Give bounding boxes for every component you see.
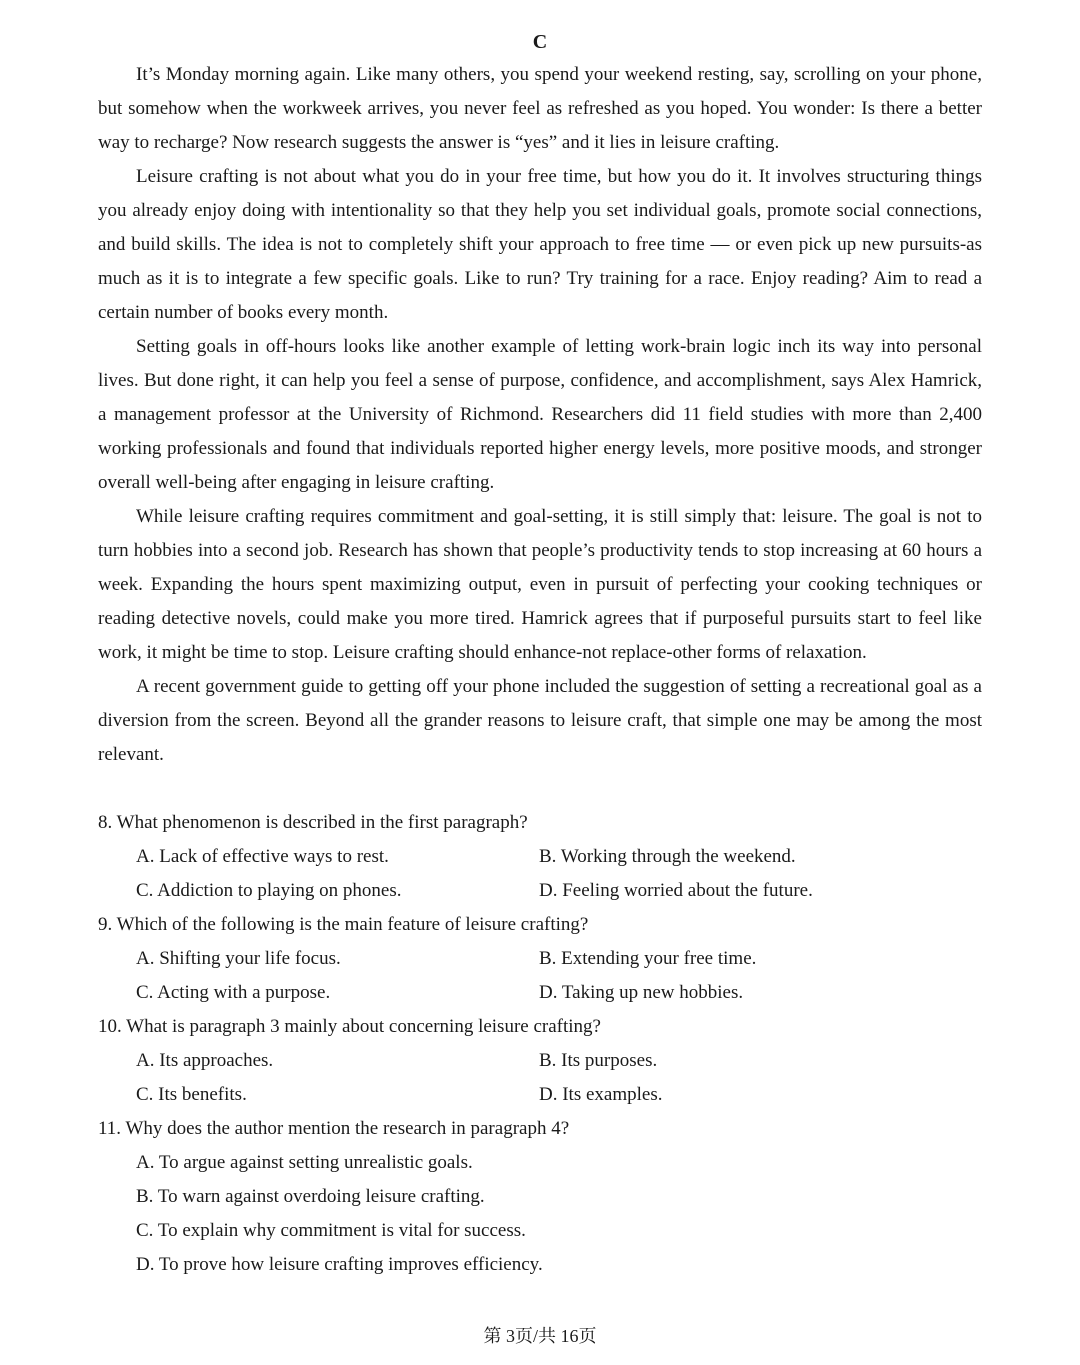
question-stem: 11. Why does the author mention the research in paragraph 4?: [98, 1118, 570, 1139]
option-b: B. Its purposes.: [539, 1050, 658, 1071]
option-d: D. Its examples.: [539, 1084, 663, 1105]
option-d: D. Taking up new hobbies.: [539, 982, 744, 1003]
option-a: A. Shifting your life focus.: [136, 948, 341, 969]
option-a: A. To argue against setting unrealistic goals.: [136, 1152, 473, 1173]
option-grid: [98, 942, 982, 1010]
page-number: 第 3页/共 16页: [483, 1326, 597, 1346]
question-stem: 8. What phenomenon is described in the first paragraph?: [98, 812, 528, 833]
question-11: [98, 1112, 982, 1282]
paragraph-3: Setting goals in off-hours looks like another example of letting work-brain logic inch its way into personal lives. But done right, it can help you feel a sense of purpose, confidence, and accomplishment, says Alex Hamrick, a management professor at the University of Richmond. Researchers did 11 field studies with more than 2,400 working professionals and found that individuals reported higher energy levels, more positive moods, and stronger overall well-being after engaging in leisure crafting.: [98, 336, 982, 493]
question-8: [98, 806, 982, 908]
option-c: C. To explain why commitment is vital for success.: [136, 1220, 526, 1241]
question-list: [98, 806, 982, 1282]
option-c: C. Addiction to playing on phones.: [136, 880, 402, 901]
option-grid: [98, 840, 982, 908]
option-b: B. To warn against overdoing leisure crafting.: [136, 1186, 485, 1207]
option-d: D. To prove how leisure crafting improves efficiency.: [136, 1254, 543, 1275]
option-b: B. Working through the weekend.: [539, 846, 796, 867]
reading-passage: [98, 58, 982, 772]
question-9: [98, 908, 982, 1010]
option-a: A. Its approaches.: [136, 1050, 274, 1071]
option-c: C. Its benefits.: [136, 1084, 247, 1105]
option-grid: [98, 1044, 982, 1112]
paragraph-2: Leisure crafting is not about what you do in your free time, but how you do it. It involves structuring things you already enjoy doing with intentionality so that they help you set individual goals, promote social connections, and build skills. The idea is not to completely shift your approach to free time — or even pick up new pursuits-as much as it is to integrate a few specific goals. Like to run? Try training for a race. Enjoy reading? Aim to read a certain number of books every month.: [98, 166, 982, 323]
question-stem: 10. What is paragraph 3 mainly about concerning leisure crafting?: [98, 1016, 601, 1037]
paragraph-1: It’s Monday morning again. Like many others, you spend your weekend resting, say, scrolling on your phone, but somehow when the workweek arrives, you never feel as refreshed as you hoped. You wonder: Is there a better way to recharge? Now research suggests the answer is “yes” and it lies in leisure crafting.: [98, 64, 982, 153]
section-heading: C: [532, 31, 548, 53]
option-a: A. Lack of effective ways to rest.: [136, 846, 389, 867]
option-c: C. Acting with a purpose.: [136, 982, 331, 1003]
question-10: [98, 1010, 982, 1112]
option-list: [98, 1146, 982, 1282]
paragraph-5: A recent government guide to getting off your phone included the suggestion of setting a recreational goal as a diversion from the screen. Beyond all the grander reasons to leisure craft, that simple one may be among the most relevant.: [98, 676, 982, 765]
option-d: D. Feeling worried about the future.: [539, 880, 813, 901]
option-b: B. Extending your free time.: [539, 948, 757, 969]
paragraph-4: While leisure crafting requires commitment and goal-setting, it is still simply that: leisure. The goal is not to turn hobbies into a second job. Research has shown that people’s productivity tends to stop increasing at 60 hours a week. Expanding the hours spent maximizing output, even in pursuit of perfecting your cooking techniques or reading detective novels, could make you more tired. Hamrick agrees that if purposeful pursuits start to feel like work, it might be time to stop. Leisure crafting should enhance-not replace-other forms of relaxation.: [98, 506, 982, 663]
question-stem: 9. Which of the following is the main feature of leisure crafting?: [98, 914, 589, 935]
